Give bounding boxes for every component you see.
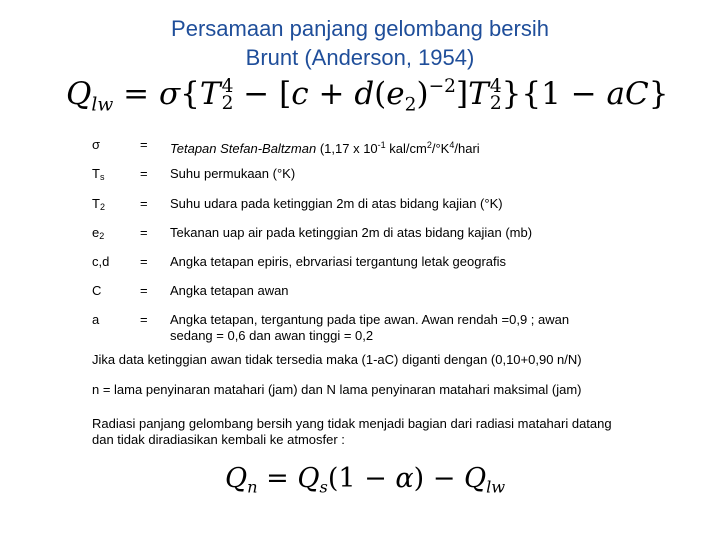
definition-equals: = — [140, 137, 148, 152]
definition-superscript: 4 — [449, 140, 455, 150]
formula-symbol: C — [625, 76, 649, 113]
definition-text: Angka tetapan awan — [170, 283, 289, 298]
formula-symbol: Q — [463, 463, 487, 494]
definition-equals: = — [140, 166, 148, 181]
definition-symbol — [92, 166, 104, 185]
formula-symbol: T — [199, 76, 221, 113]
formula-subscript: 2 — [221, 92, 234, 114]
definition-text-em: Tetapan Stefan-Baltzman — [170, 141, 317, 156]
formula-supsub — [221, 75, 234, 114]
formula-subscript: 2 — [404, 94, 417, 116]
formula-symbol: Q — [66, 76, 92, 113]
note-sunshine-duration: n = lama penyinaran matahari (jam) dan N lama penyinaran matahari maksimal (jam) — [92, 382, 582, 397]
definition-text — [170, 137, 640, 157]
formula-superscript: 4 — [489, 75, 502, 97]
definition-equals: = — [140, 225, 148, 240]
formula-minus: − — [432, 463, 456, 494]
note-net-radiation: Radiasi panjang gelombang bersih yang tidak menjadi bagian dari radiasi matahari datang dan tidak diradiasikan kembali ke atmosfer : — [92, 416, 612, 447]
definition-text-part: /hari — [454, 141, 480, 156]
formula-symbol: e — [386, 76, 405, 113]
definition-text-part: /°K — [431, 141, 450, 156]
definition-symbol — [92, 196, 105, 215]
definition-superscript: 2 — [426, 140, 432, 150]
definition-superscript: -1 — [377, 140, 386, 150]
definition-symbol-main: T — [92, 196, 100, 211]
definition-text-part: (1,17 x 10 — [316, 141, 378, 156]
definition-symbol: C — [92, 283, 102, 298]
formula-superscript: 4 — [221, 75, 234, 97]
definition-symbol-subscript: 2 — [99, 202, 105, 212]
definition-text-part: kal/cm — [385, 141, 427, 156]
definition-equals: = — [140, 196, 148, 211]
definition-text: Angka tetapan, tergantung pada tipe awan. Awan rendah =0,9 ; awan sedang = 0,6 dan awan tinggi = 0,2 — [170, 312, 570, 343]
formula-equals: = — [123, 76, 150, 113]
page-title-line-1: Persamaan panjang gelombang bersih — [171, 16, 549, 41]
definition-symbol — [92, 225, 104, 244]
definition-text: Suhu udara pada ketinggian 2m di atas bidang kajian (°K) — [170, 196, 503, 211]
definition-symbol: a — [92, 312, 100, 327]
formula-supsub — [489, 75, 502, 114]
formula-number: 1 — [338, 463, 356, 494]
formula-symbol: d — [354, 76, 375, 113]
formula-alpha: α — [395, 463, 414, 494]
definition-text: Tekanan uap air pada ketinggian 2m di atas bidang kajian (mb) — [170, 225, 533, 240]
formula-number: 1 — [541, 76, 561, 113]
definition-text: Angka tetapan epiris, ebrvariasi tergantung letak geografis — [170, 254, 507, 269]
formula-sigma: σ — [159, 76, 181, 113]
definition-symbol-main: T — [92, 166, 100, 181]
formula-subscript: lw — [486, 477, 506, 497]
formula-minus: − — [364, 463, 387, 494]
definition-symbol-subscript: 2 — [99, 231, 105, 241]
definition-equals: = — [140, 312, 148, 327]
formula-subscript: 2 — [489, 92, 502, 114]
formula-minus: − — [243, 76, 270, 113]
formula-subscript: lw — [91, 94, 114, 116]
formula-symbol: T — [468, 76, 489, 113]
formula-subscript: n — [247, 477, 258, 497]
formula-equals: = — [266, 463, 289, 494]
definition-symbol: σ — [92, 137, 101, 152]
formula-superscript: −2 — [428, 76, 457, 97]
formula-subscript: s — [319, 477, 328, 497]
definition-text: Suhu permukaan (°K) — [170, 166, 296, 181]
formula-symbol: a — [606, 76, 626, 113]
formula-minus: − — [570, 76, 597, 113]
definition-equals: = — [140, 283, 148, 298]
definition-symbol-main: e — [92, 225, 100, 240]
formula-plus: + — [318, 76, 345, 113]
page-title-line-2: Brunt (Anderson, 1954) — [245, 45, 475, 70]
formula-symbol: Q — [297, 463, 320, 494]
formula-symbol: c — [291, 76, 309, 113]
definition-equals: = — [140, 254, 148, 269]
note-cloud-replacement: Jika data ketinggian awan tidak tersedia maka (1-aC) diganti dengan (0,10+0,90 n/N) — [92, 352, 582, 367]
definition-symbol-subscript: s — [99, 172, 105, 182]
definition-symbol: c,d — [92, 254, 110, 269]
brunt-formula: $Q_{lw} = \sigma\{T$ 4 2 − $[c + d(e_2)^{-2}]T$ 4 2 }{1 − aC} — [66, 75, 669, 116]
net-radiation-formula: $Q_n = Q_s(1 - \alpha) - Q_{lw}$ — [225, 463, 506, 497]
formula-symbol: Q — [225, 463, 248, 494]
